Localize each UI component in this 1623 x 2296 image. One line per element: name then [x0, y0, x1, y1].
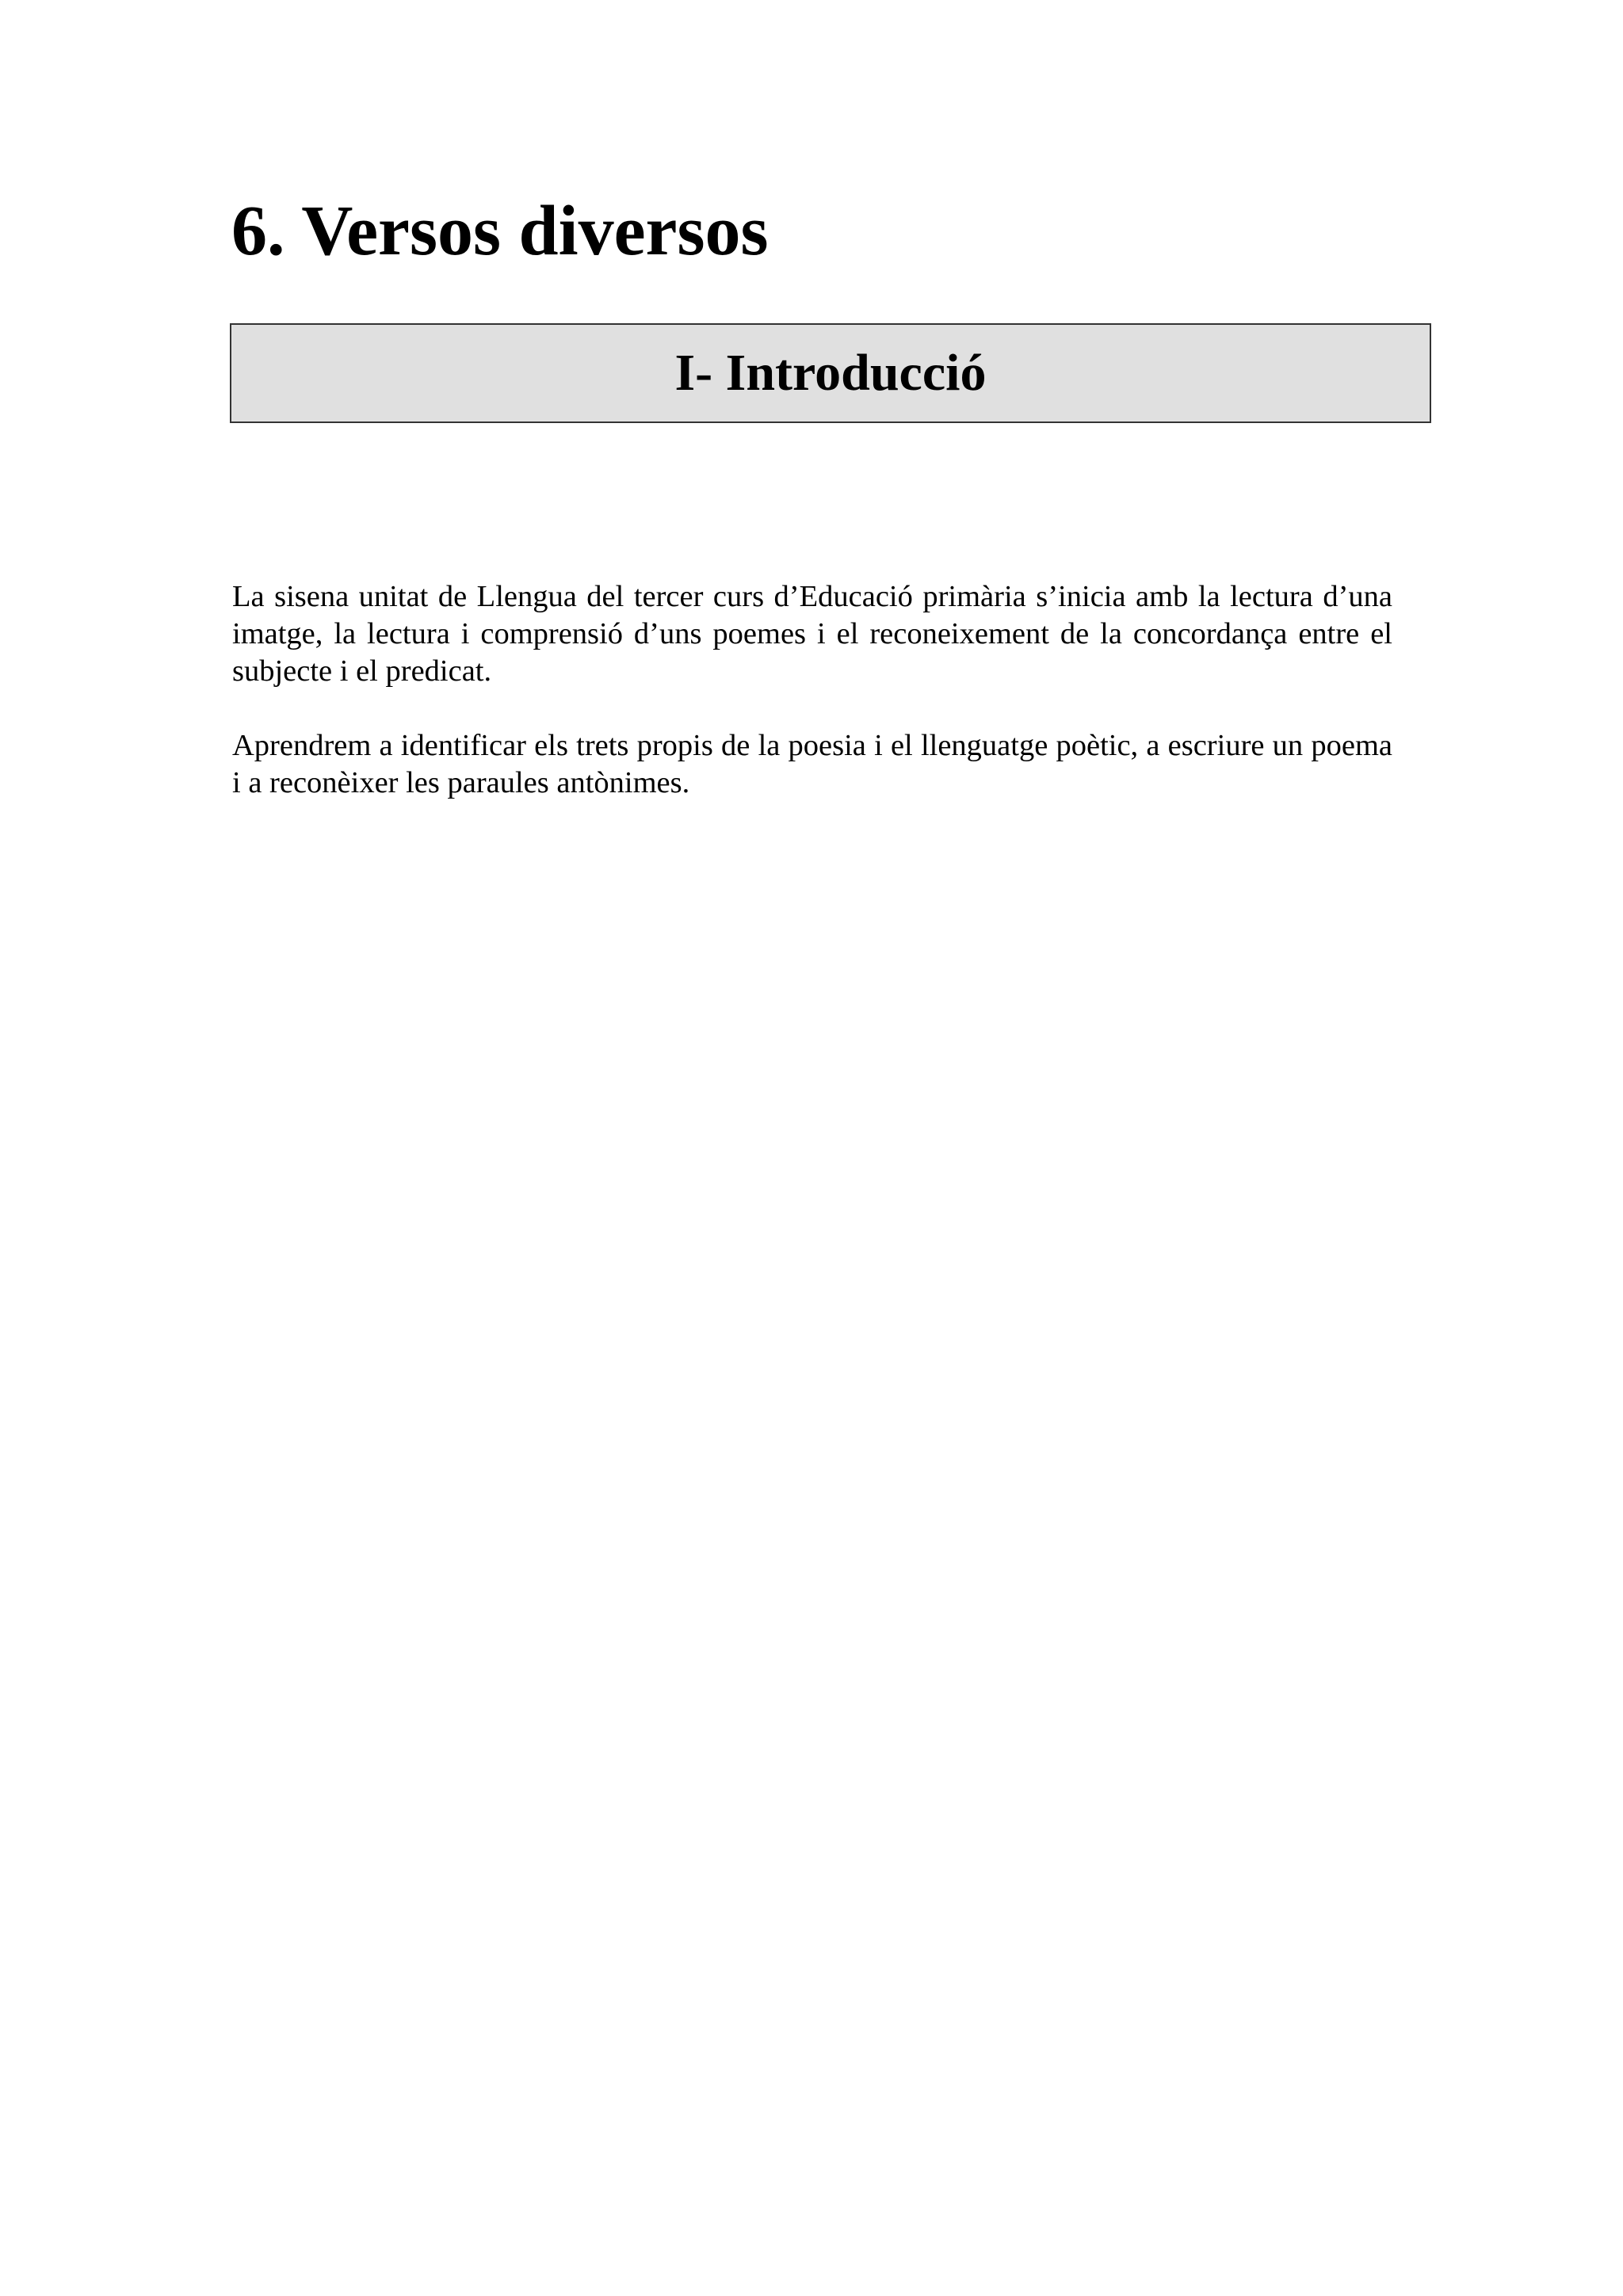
section-heading: I- Introducció: [674, 344, 987, 402]
section-heading-box: [230, 323, 1431, 423]
page-title: 6. Versos diversos: [231, 192, 769, 270]
intro-paragraph-1: La sisena unitat de Llengua del tercer curs d’Educació primària s’inicia amb la lectura d’una imatge, la lectura i comprensió d’uns poemes i el reconeixement de la concordança entre el subjecte i el predicat.: [232, 580, 1392, 688]
intro-paragraph-2: Aprendrem a identificar els trets propis de la poesia i el llenguatge poètic, a escriure un poema i a reconèixer les paraules antònimes.: [232, 729, 1392, 799]
